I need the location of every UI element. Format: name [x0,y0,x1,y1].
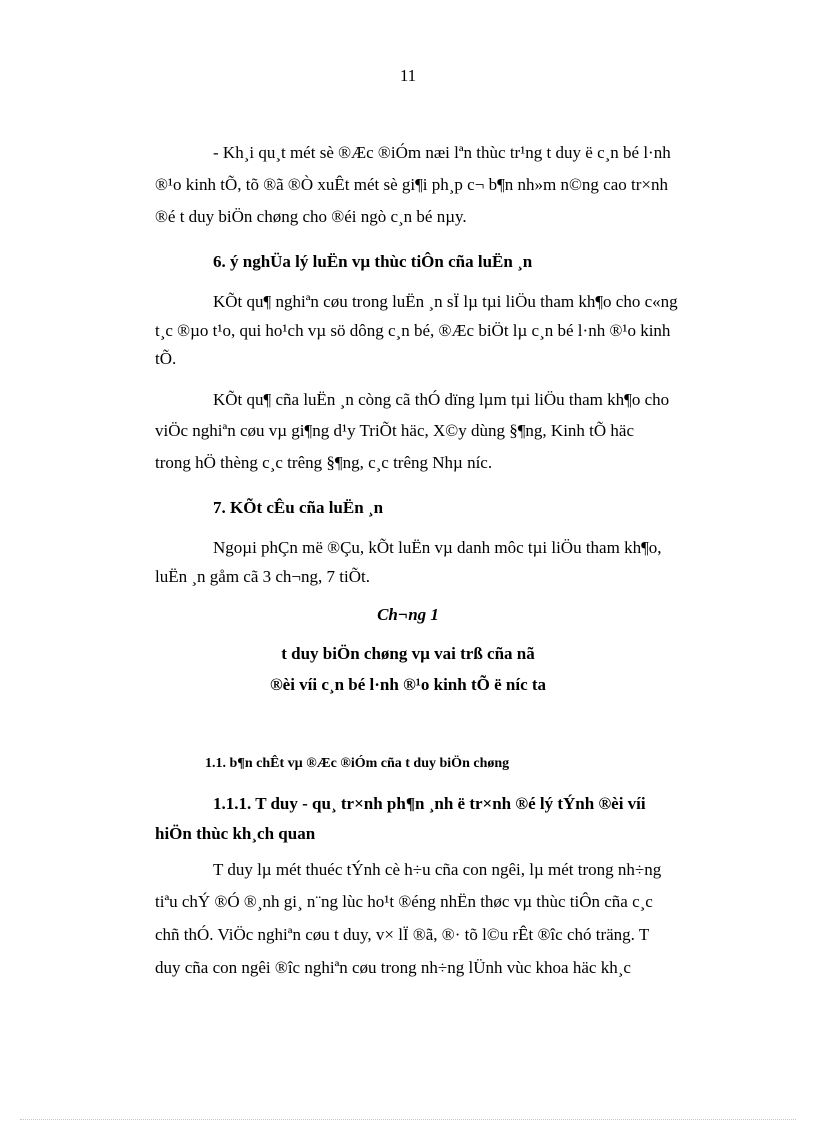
text-line: tÕ. [155,349,177,368]
text-line: t¸c ®µo t¹o, qui ho¹ch vµ sö dông c¸n bé, ®Æc biÖt lµ c¸n bé l·nh ®¹o kinh [155,321,671,340]
chapter-title-line-1: t duy biÖn chøng vµ vai trß cña nã [281,644,535,663]
page-bottom-divider [20,1119,796,1120]
text-line: trong hÖ thèng c¸c trêng §¶ng, c¸c trêng Nhµ níc. [155,453,493,472]
text-line: T duy lµ mét thuéc tÝnh cè h÷u cña con ngêi, lµ mét trong nh÷ng [213,860,662,879]
text-line: - Kh¸i qu¸t mét sè ®Æc ®iÓm næi lªn thùc tr¹ng t duy ë c¸n bé l·nh [213,143,671,162]
text-line: luËn ¸n gåm cã 3 ch¬ng, 7 tiÕt. [155,567,370,586]
heading-line: 1.1.1. T duy - qu¸ tr×nh ph¶n ¸nh ë tr×nh ®é lý tÝnh ®èi víi [213,794,646,813]
chapter-title-line-2: ®èi víi c¸n bé l·nh ®¹o kinh tÕ ë níc ta [269,675,547,694]
text-line: duy cña con ngêi ®îc nghiªn cøu trong nh÷ng lÜnh vùc khoa häc kh¸c [155,958,631,977]
subsection-1-1-heading: 1.1. b¶n chÊt vµ ®Æc ®iÓm cña t duy biÖn chøng [205,756,510,771]
section-6-heading: 6. ý nghÜa lý luËn vµ thùc tiÔn cña luËn ¸n [213,252,533,271]
text-line: tiªu chÝ ®Ó ®¸nh gi¸ n¨ng lùc ho¹t ®éng nhËn thøc vµ thùc tiÔn cña c¸c [155,892,653,911]
text-line: KÕt qu¶ cña luËn ¸n còng cã thÓ dïng lµm tµi liÖu tham kh¶o cho [213,390,670,409]
heading-line: hiÖn thùc kh¸ch quan [155,824,316,843]
chapter-label: Ch¬ng 1 [377,605,439,624]
text-line: viÖc nghiªn cøu vµ gi¶ng d¹y TriÕt häc, X©y dùng §¶ng, Kinh tÕ häc [155,421,635,440]
text-line: ®¹o kinh tÕ, tõ ®ã ®Ò xuÊt mét sè gi¶i ph¸p c¬ b¶n nh»m n©ng cao tr×nh [155,175,668,194]
text-line: KÕt qu¶ nghiªn cøu trong luËn ¸n sÏ lµ tµi liÖu tham kh¶o cho c«ng [213,292,678,311]
page-number: 11 [399,66,417,85]
section-7-heading: 7. KÕt cÊu cña luËn ¸n [213,498,384,517]
text-line: chñ thÓ. ViÖc nghiªn cøu t duy, v× lÏ ®ã, ®· tõ l©u rÊt ®îc chó träng. T [155,925,650,944]
text-line: ®é t duy biÖn chøng cho ®éi ngò c¸n bé nµy. [155,207,467,226]
text-line: Ngoµi phÇn më ®Çu, kÕt luËn vµ danh môc tµi liÖu tham kh¶o, [213,538,662,557]
